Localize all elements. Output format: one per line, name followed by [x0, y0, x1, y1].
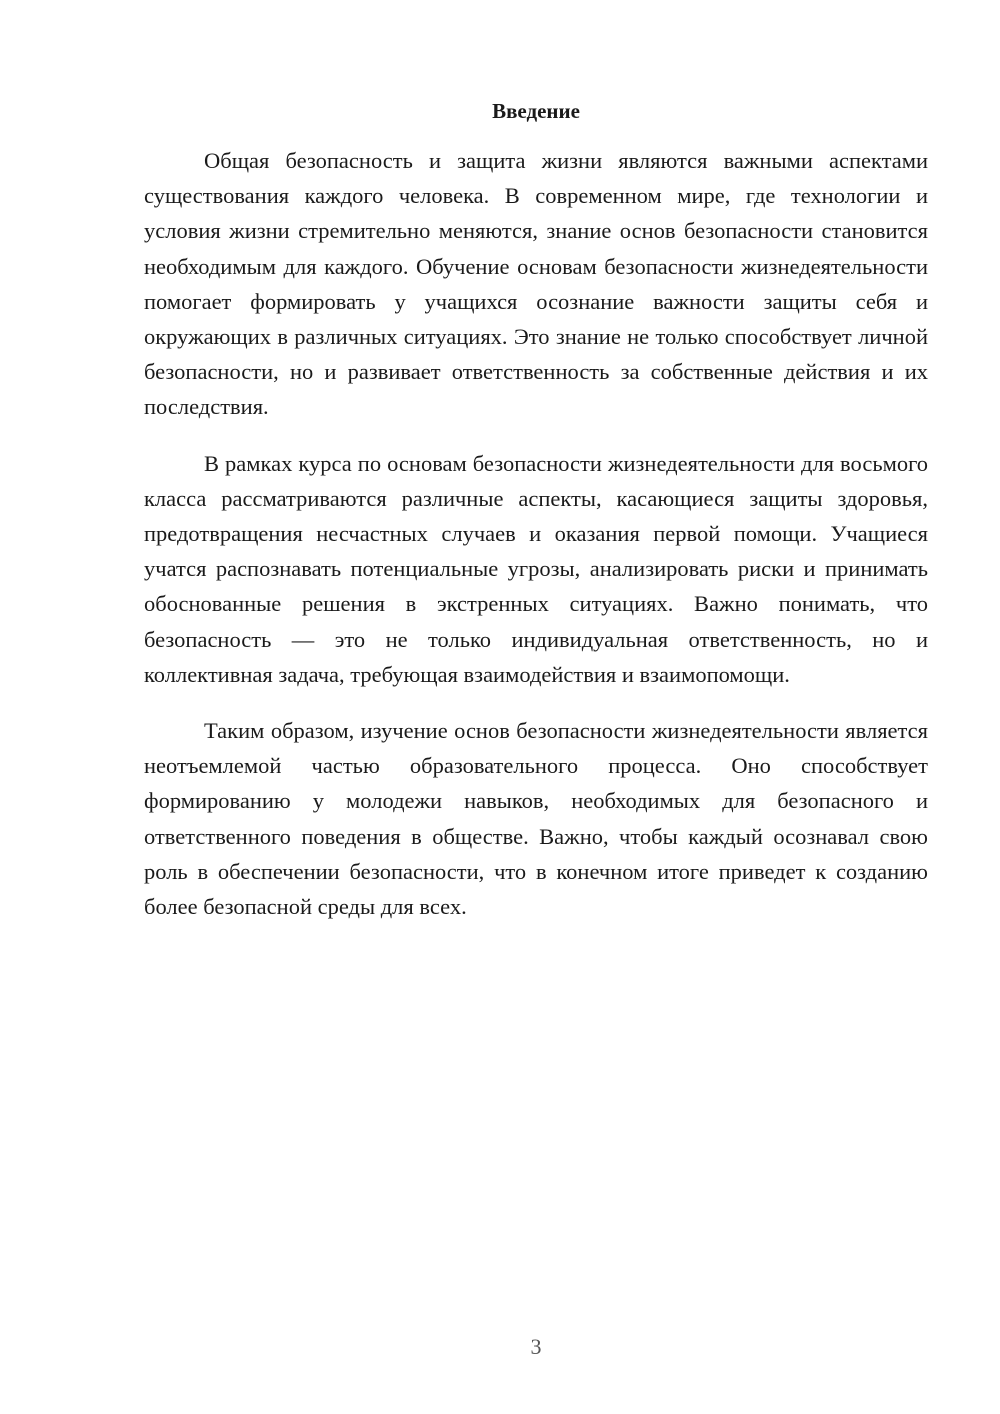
- page-number: 3: [530, 1334, 542, 1359]
- page-title: Введение: [492, 99, 580, 123]
- paragraph-1: Общая безопасность и защита жизни являются важными аспектами существования каждого человека. В современном мире, где технологии и условия жизни стремительно меняются, знание основ безопасности становится необходимым для каждого. Обучение основам безопасности жизнедеятельности помогает формировать у учащихся осознание важности защиты себя и окружающих в различных ситуациях. Это знание не только способствует личной безопасности, но и развивает ответственность за собственные действия и их последствия.: [144, 148, 928, 420]
- body-text: [144, 143, 928, 945]
- paragraph-2: В рамках курса по основам безопасности жизнедеятельности для восьмого класса рассматриваются различные аспекты, касающиеся защиты здоровья, предотвращения несчастных случаев и оказания первой помощи. Учащиеся учатся распознавать потенциальные угрозы, анализировать риски и принимать обоснованные решения в экстренных ситуациях. Важно понимать, что безопасность — это не только индивидуальная ответственность, но и коллективная задача, требующая взаимодействия и взаимопомощи.: [144, 450, 928, 687]
- paragraph-3: Таким образом, изучение основ безопасности жизнедеятельности является неотъемлемой частью образовательного процесса. Оно способствует формированию у молодежи навыков, необходимых для безопасного и ответственного поведения в обществе. Важно, чтобы каждый осознавал свою роль в обеспечении безопасности, что в конечном итоге приведет к созданию более безопасной среды для всех.: [144, 718, 928, 920]
